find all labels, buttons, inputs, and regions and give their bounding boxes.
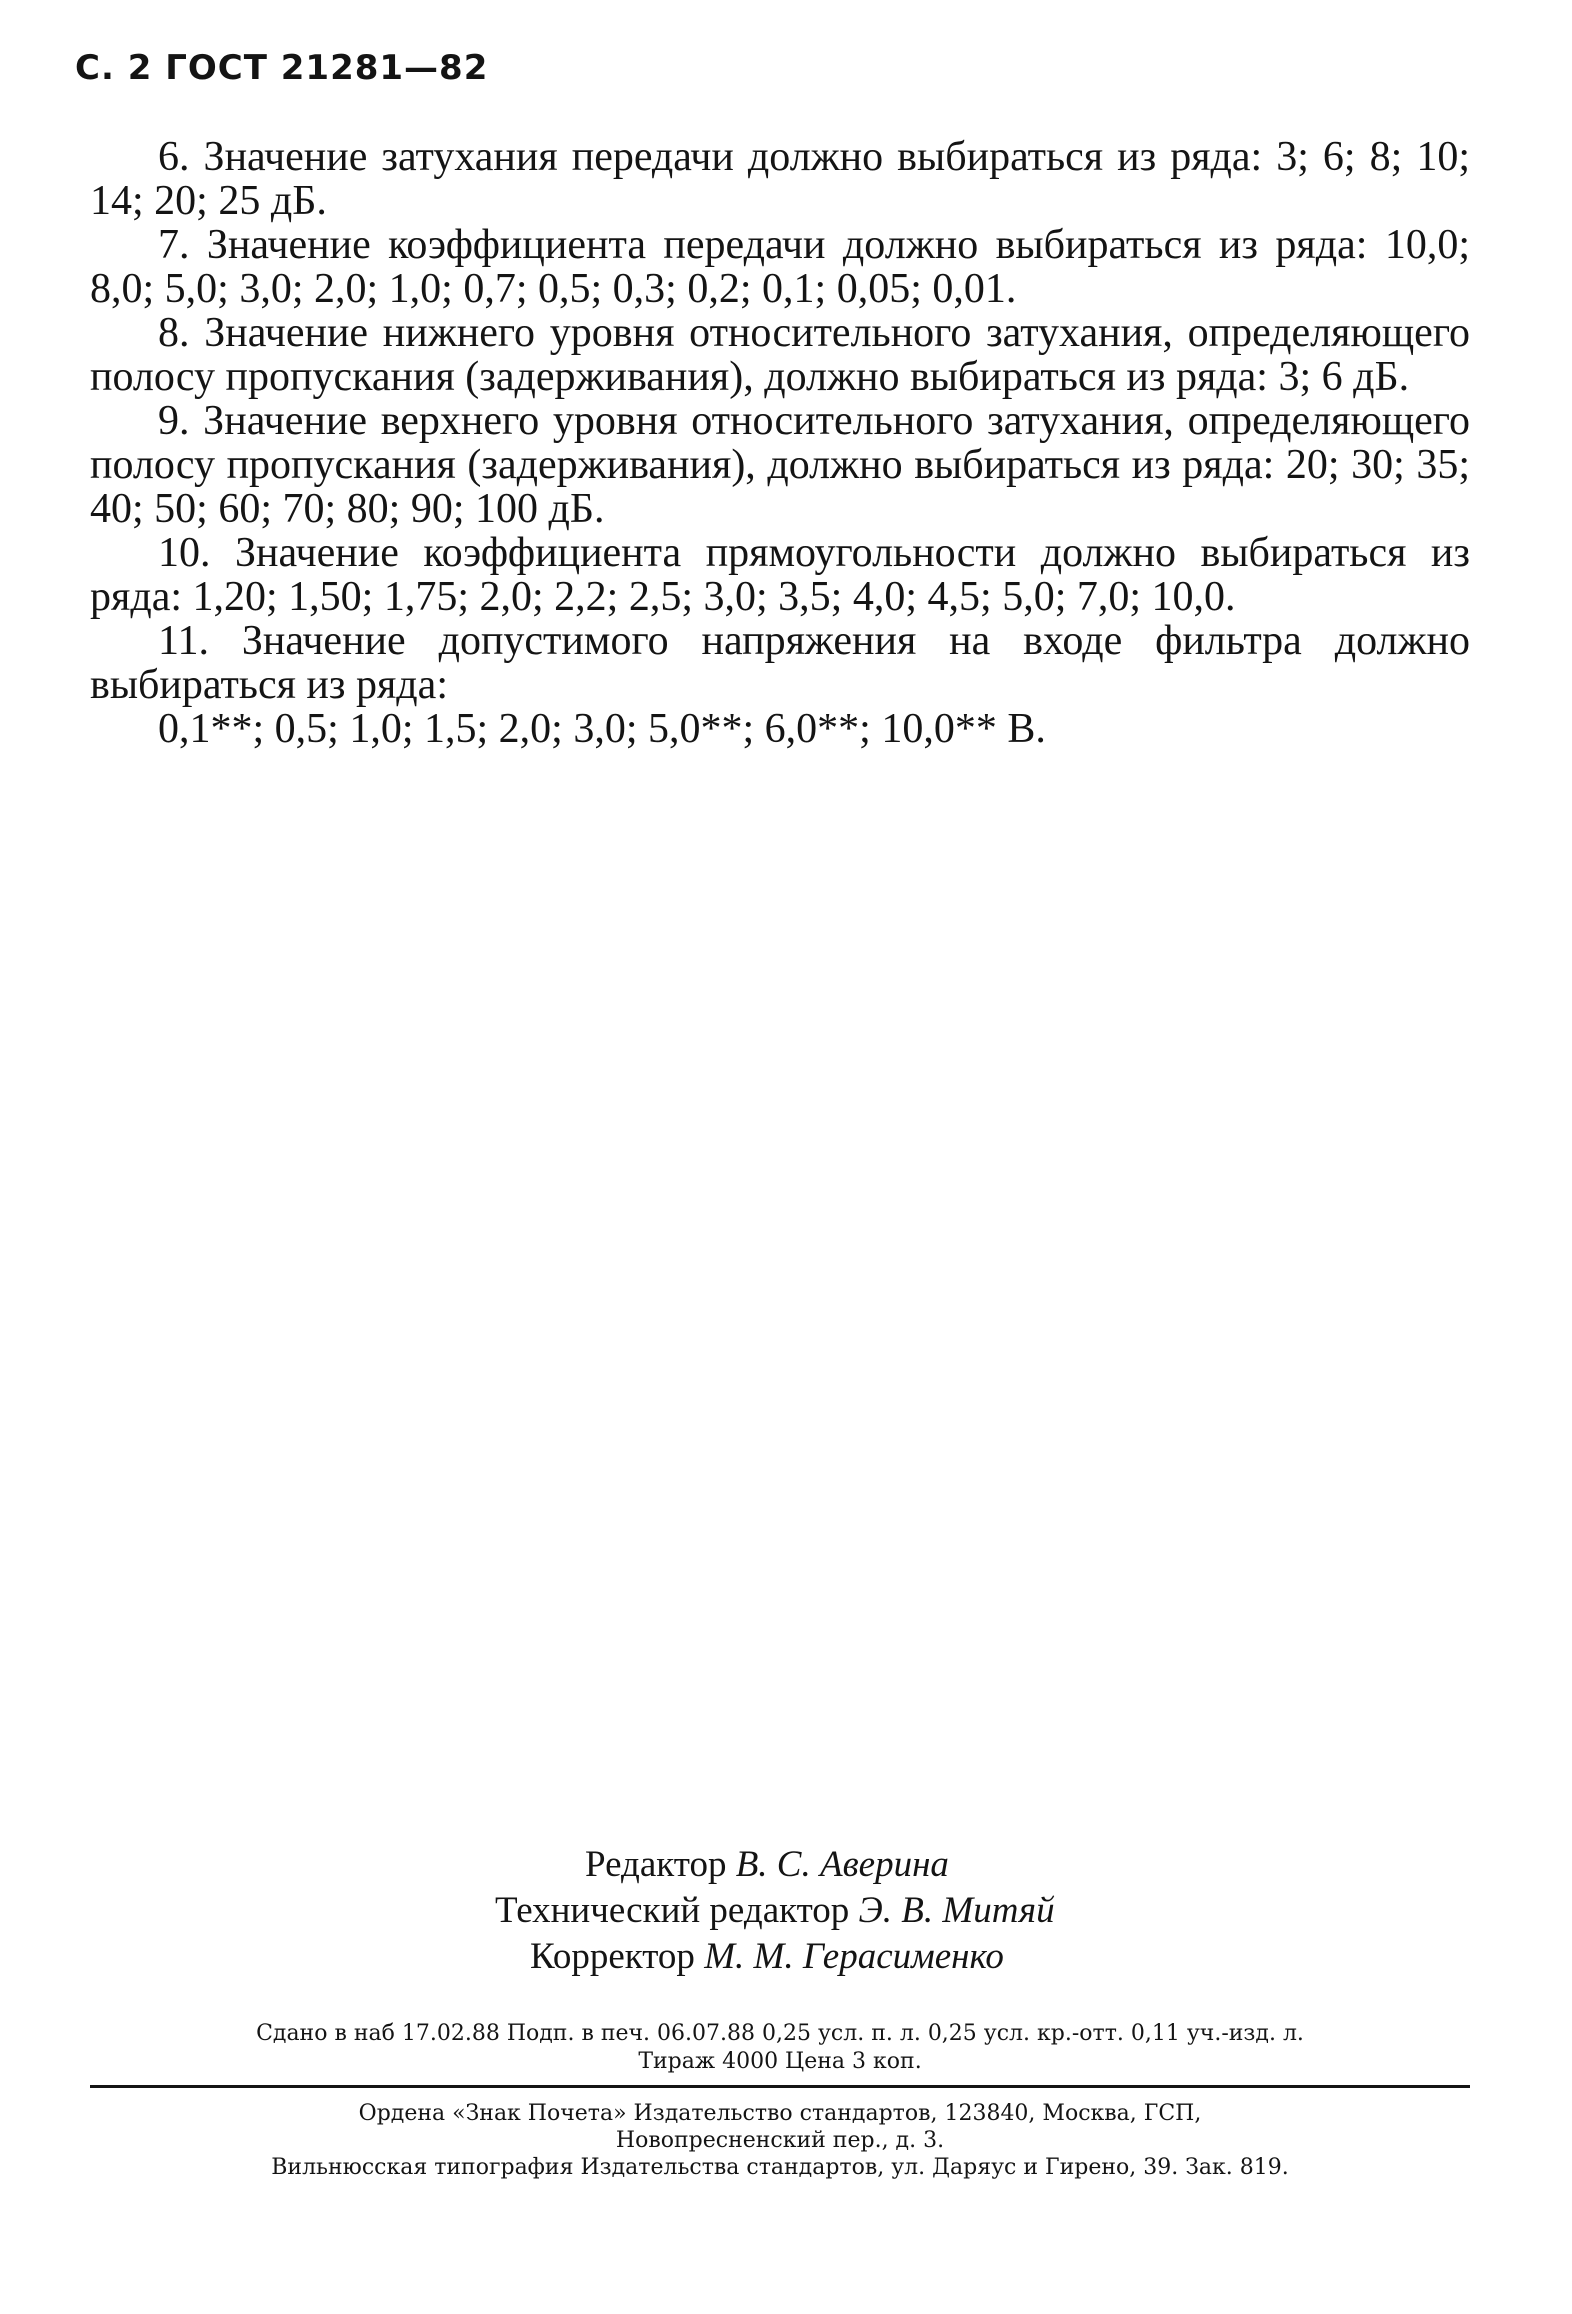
publisher-info bbox=[90, 2100, 1470, 2181]
corrector-credit bbox=[530, 1934, 1572, 1980]
editor-role: Редактор bbox=[585, 1844, 727, 1885]
clause-6: 6. Значение затухания передачи должно выбираться из ряда: 3; 6; 8; 10; 14; 20; 25 дБ. bbox=[90, 134, 1470, 224]
standard-clauses bbox=[90, 135, 1470, 751]
voltage-series: 0,1**; 0,5; 1,0; 1,5; 2,0; 3,0; 5,0**; 6,0**; 10,0** В. bbox=[158, 706, 1046, 752]
clause-8: 8. Значение нижнего уровня относительного затухания, определяющего полосу пропускания (задерживания), должно выбираться из ряда: 3; 6 дБ. bbox=[90, 310, 1470, 400]
printing-house-line: Вильнюсская типография Издательства стандартов, ул. Даряус и Гирено, 39. Зак. 819. bbox=[271, 2155, 1289, 2180]
print-imprint bbox=[90, 2020, 1470, 2076]
credits-block bbox=[0, 1842, 1572, 1980]
corrector-role: Корректор bbox=[530, 1936, 695, 1977]
imprint-circulation-line: Тираж 4000 Цена 3 коп. bbox=[638, 2049, 922, 2074]
divider-rule bbox=[90, 2085, 1470, 2088]
publisher-line-1: Ордена «Знак Почета» Издательство стандартов, 123840, Москва, ГСП, bbox=[358, 2101, 1202, 2126]
page-header: С. 2 ГОСТ 21281—82 bbox=[75, 48, 489, 88]
clause-7: 7. Значение коэффициента передачи должно выбираться из ряда: 10,0; 8,0; 5,0; 3,0; 2,0; 1,0; 0,7; 0,5; 0,3; 0,2; 0,1; 0,05; 0,01. bbox=[90, 222, 1470, 312]
imprint-dates-line: Сдано в наб 17.02.88 Подп. в печ. 06.07.88 0,25 усл. п. л. 0,25 усл. кр.-отт. 0,11 уч.-изд. л. bbox=[256, 2021, 1304, 2046]
publisher-line-2: Новопресненский пер., д. 3. bbox=[615, 2128, 945, 2153]
clause-10: 10. Значение коэффициента прямоугольности должно выбираться из ряда: 1,20; 1,50; 1,75; 2,0; 2,2; 2,5; 3,0; 3,5; 4,0; 4,5; 5,0; 7,0; 10,0. bbox=[90, 530, 1470, 620]
tech-editor-name: Э. В. Митяй bbox=[858, 1890, 1055, 1931]
corrector-name: М. М. Герасименко bbox=[704, 1936, 1004, 1977]
tech-editor-credit bbox=[495, 1888, 1572, 1934]
clause-9: 9. Значение верхнего уровня относительного затухания, определяющего полосу пропускания (задерживания), должно выбираться из ряда: 20; 30; 35; 40; 50; 60; 70; 80; 90; 100 дБ. bbox=[90, 398, 1470, 532]
clause-11: 11. Значение допустимого напряжения на входе фильтра должно выбираться из ряда: bbox=[90, 618, 1470, 708]
tech-editor-role: Технический редактор bbox=[495, 1890, 850, 1931]
editor-name: В. С. Аверина bbox=[735, 1844, 949, 1885]
editor-credit bbox=[585, 1842, 1572, 1888]
